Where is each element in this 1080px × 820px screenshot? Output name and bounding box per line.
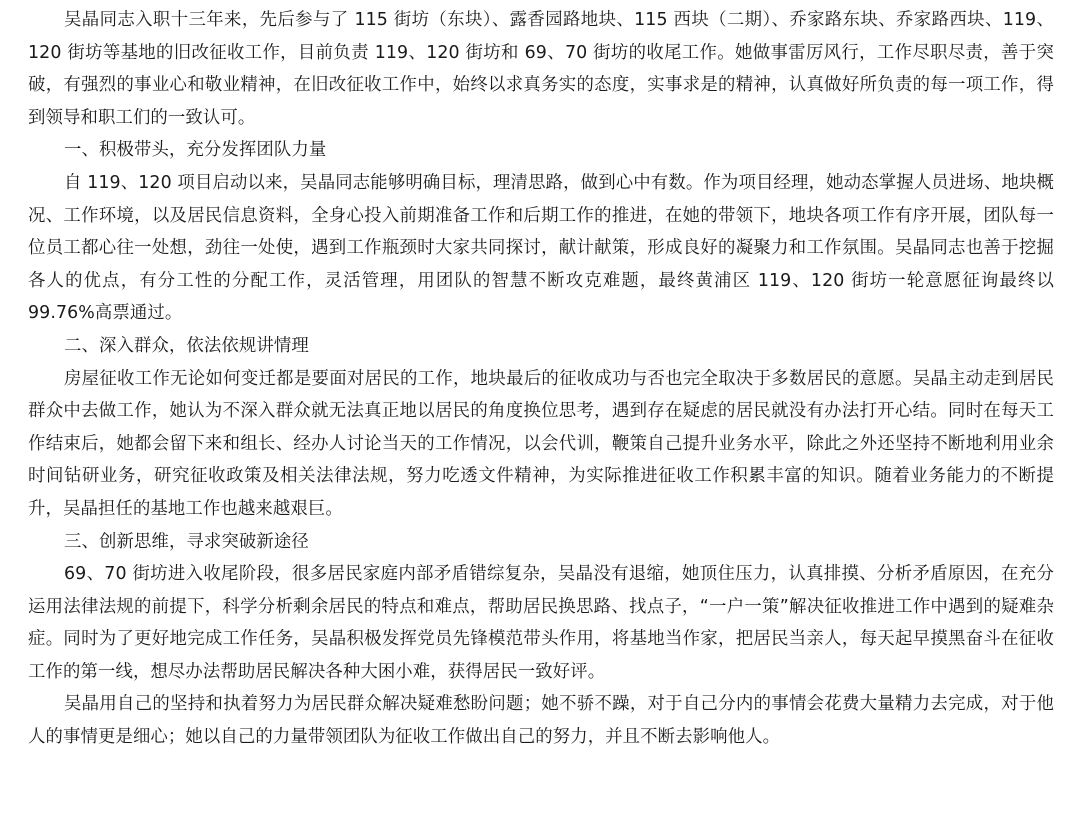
section-body-2: 房屋征收工作无论如何变迁都是要面对居民的工作，地块最后的征收成功与否也完全取决于多数居民的意愿。吴晶主动走到居民群众中去做工作，她认为不深入群众就无法真正地以居民的角度换位思考，遇到存在疑虑的居民就没有办法打开心结。同时在每天工作结束后，她都会留下来和组长、经办人讨论当天的工作情况，以会代训，鞭策自己提升业务水平，除此之外还坚持不断地利用业余时间钻研业务，研究征收政策及相关法律法规，努力吃透文件精神，为实际推进征收工作积累丰富的知识。随着业务能力的不断提升，吴晶担任的基地工作也越来越艰巨。 [28,368,1054,519]
intro-paragraph: 吴晶同志入职十三年来，先后参与了 115 街坊（东块）、露香园路地块、115 西块（二期）、乔家路东块、乔家路西块、119、120 街坊等基地的旧改征收工作，目前负责 119、120 街坊和 69、70 街坊的收尾工作。她做事雷厉风行，工作尽职尽责，善于突破，有强烈的事业心和敬业精神，在旧改征收工作中，始终以求真务实的态度，实事求是的精神，认真做好所负责的每一项工作，得到领导和职工们的一致认可。 [28,10,1055,128]
section-heading-3: 三、创新思维，寻求突破新途径 [64,531,309,552]
section-heading-1: 一、积极带头，充分发挥团队力量 [64,140,327,161]
section-body-1: 自 119、120 项目启动以来，吴晶同志能够明确目标，理清思路，做到心中有数。作为项目经理，她动态掌握人员进场、地块概况、工作环境，以及居民信息资料，全身心投入前期准备工作和后期工作的推进，在她的带领下，地块各项工作有序开展，团队每一位员工都心往一处想，劲往一处使，遇到工作瓶颈时大家共同探讨，献计献策，形成良好的凝聚力和工作氛围。吴晶同志也善于挖掘各人的优点，有分工性的分配工作，灵活管理，用团队的智慧不断攻克难题，最终黄浦区 119、120 街坊一轮意愿征询最终以 99.76%高票通过。 [28,172,1054,324]
section-heading-2: 二、深入群众，依法依规讲情理 [64,335,309,356]
closing-paragraph: 吴晶用自己的坚持和执着努力为居民群众解决疑难愁盼问题；她不骄不躁，对于自己分内的事情会花费大量精力去完成，对于他人的事情更是细心；她以自己的力量带领团队为征收工作做出自己的努力，并且不断去影响他人。 [28,694,1054,748]
section-body-3: 69、70 街坊进入收尾阶段，很多居民家庭内部矛盾错综复杂，吴晶没有退缩，她顶住压力，认真排摸、分析矛盾原因，在充分运用法律法规的前提下，科学分析剩余居民的特点和难点，帮助居民换思路、找点子，“一户一策”解决征收推进工作中遇到的疑难杂症。同时为了更好地完成工作任务，吴晶积极发挥党员先锋模范带头作用，将基地当作家，把居民当亲人，每天起早摸黑奋斗在征收工作的第一线，想尽办法帮助居民解决各种大困小难，获得居民一致好评。 [28,564,1054,682]
